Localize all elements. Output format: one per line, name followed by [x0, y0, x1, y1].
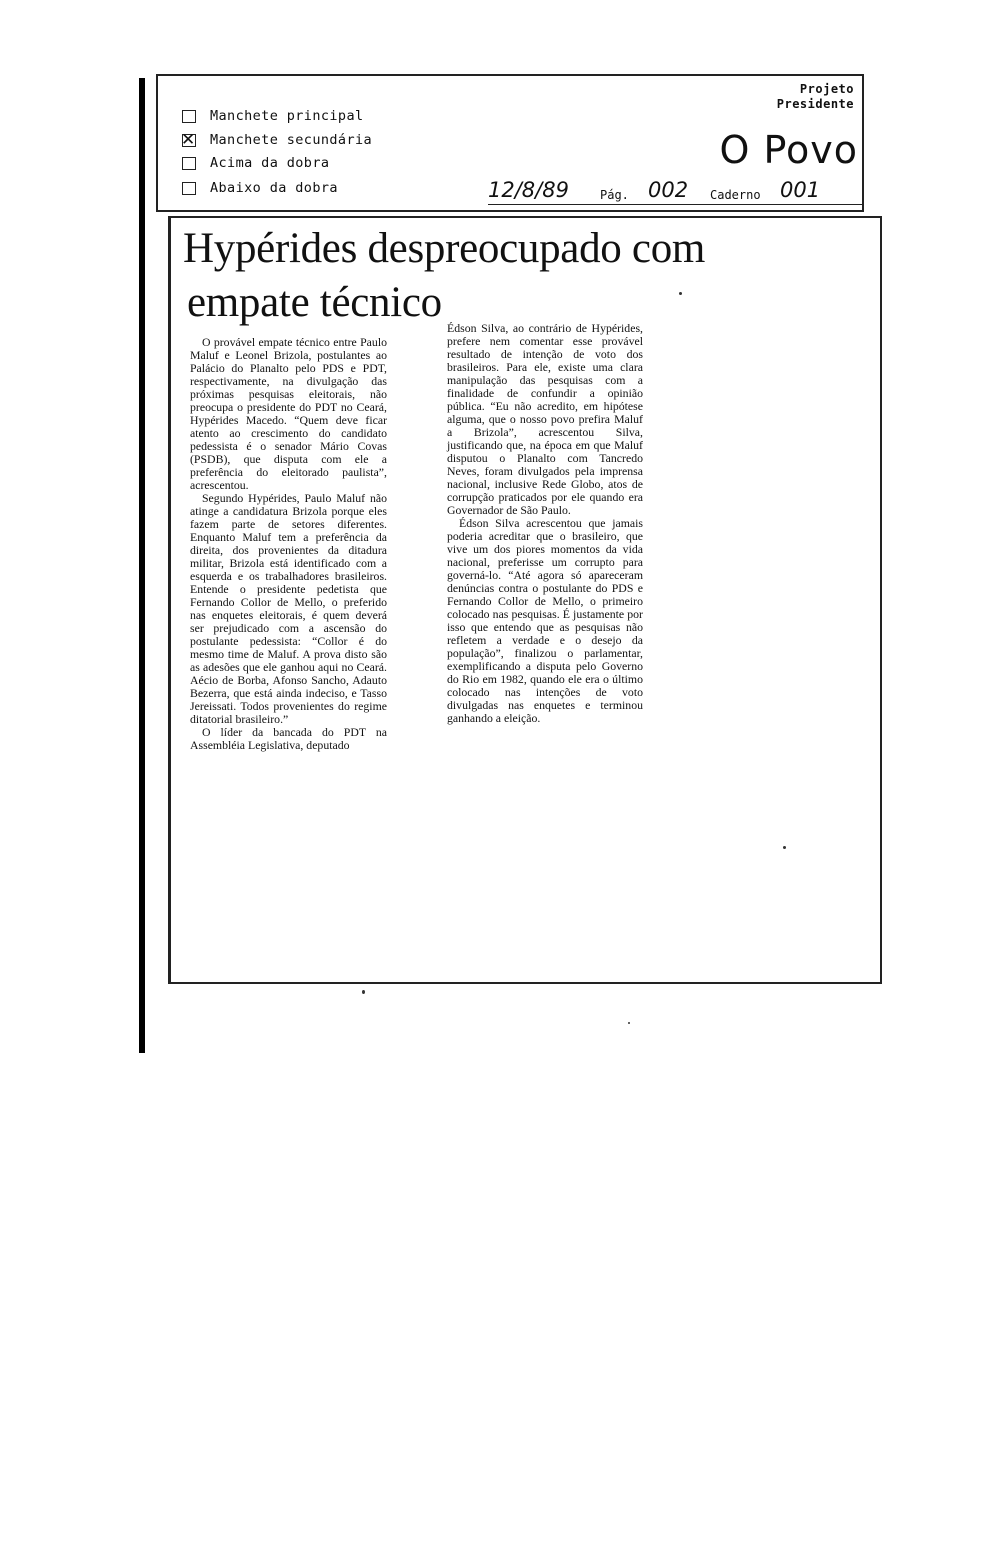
section-value: 001: [780, 178, 821, 202]
paragraph: O líder da bancada do PDT na Assembléia Legislativa, deputado: [190, 725, 387, 752]
reference-line: [488, 176, 863, 205]
checkbox-label: Manchete principal: [210, 108, 364, 124]
checkbox-row-manchete-principal[interactable]: [182, 108, 364, 124]
paragraph: Segundo Hypérides, Paulo Maluf não atinge a candidatura Brizola porque eles fazem parte de setores diferentes. Enquanto Maluf tem a preferência da direita, dos provenientes da ditadura militar, Brizola está identificado com a esquerda e os trabalhadores brasileiros. Entende o presidente pedetista que Fernando Collor de Mello, o preferido nas enquetes eleitorais, é quem deverá ser prejudicado com a ascensão do postulante pedessista: “Collor é do mesmo time de Maluf. A prova disto são as adesões que ele ganhou aqui no Ceará. Aécio de Borba, Afonso Sancho, Adauto Bezerra, que está ainda indeciso, e Tasso Jereissati. Todos provenientes do regime ditatorial brasileiro.”: [190, 491, 387, 726]
scan-speck: [362, 990, 365, 994]
paragraph: Édson Silva, ao contrário de Hypérides, prefere nem comentar esse provável resultado de intenção de voto dos brasileiros. Para ele, existe uma clara manipulação das pesquisas com a finalidade de confundir a opinião pública. “Eu não acredito, em hipótese alguma, que o nosso povo prefira Maluf a Brizola”, acrescentou Silva, justificando que, na época em que Maluf disputou o Planalto com Tancredo Neves, foram divulgados pela imprensa nacional, inclusive Rede Globo, atos de corrupção praticados por ele quando era Governador de São Paulo.: [447, 321, 643, 517]
project-label: [777, 82, 854, 112]
project-line1: Projeto: [799, 82, 854, 96]
checkbox-label: Acima da dobra: [210, 155, 330, 171]
page-label: Pág.: [600, 188, 629, 202]
headline: [183, 222, 803, 330]
scan-speck: [783, 846, 786, 849]
checkbox-row-acima-da-dobra[interactable]: [182, 155, 329, 171]
paragraph: O provável empate técnico entre Paulo Maluf e Leonel Brizola, postulantes ao Palácio do Planalto pelo PDS e PDT, respectivamente, na divulgação das próximas pesquisas eleitorais, não preocupa o presidente do PDT no Ceará, Hypérides Macedo. “Quem deve ficar atento ao crescimento do candidato pedessista é o senador Mário Covas (PSDB), que disputa com ele a preferência do eleitorado paulista”, acrescentou.: [190, 335, 387, 492]
page-value: 002: [648, 178, 689, 202]
checkbox-label: Manchete secundária: [210, 132, 373, 148]
date-handwritten: 12/8/89: [488, 178, 569, 202]
newspaper-name: O Povo: [719, 128, 858, 172]
article-column-1: [190, 336, 387, 752]
article-column-2: [447, 322, 643, 725]
section-label: Caderno: [710, 188, 761, 202]
checkbox[interactable]: [182, 157, 196, 170]
checkbox[interactable]: [182, 110, 196, 123]
checkbox[interactable]: [182, 182, 196, 195]
checkbox-label: Abaixo da dobra: [210, 180, 338, 196]
project-line2: Presidente: [776, 97, 854, 111]
scan-speck: [628, 1022, 630, 1024]
paragraph: Édson Silva acrescentou que jamais poderia acreditar que o brasileiro, que vive um dos piores momentos da vida nacional, preferisse um corrupto para governá-lo. “Até agora só apareceram denúncias contra o postulante do PDS e Fernando Collor de Mello, o primeiro colocado nas pesquisas. É justamente por isso que entendo que as pesquisas não refletem a verdade e o desejo da população”, finalizou o parlamentar, exemplificando a disputa pelo Governo do Rio em 1982, quando ele era o último colocado nas intenções de voto divulgadas nas enquetes e terminou ganhando a eleição.: [447, 516, 643, 725]
scan-edge-bar: [139, 78, 145, 1053]
headline-line1: Hypérides despreocupado com: [183, 225, 706, 272]
scan-speck: [679, 292, 682, 295]
headline-line2: empate técnico: [187, 279, 442, 326]
clipping-header: [156, 74, 864, 212]
checkbox-row-abaixo-da-dobra[interactable]: [182, 180, 338, 196]
checkbox-row-manchete-secundaria[interactable]: [182, 132, 372, 148]
checkbox-checked[interactable]: [182, 134, 196, 147]
